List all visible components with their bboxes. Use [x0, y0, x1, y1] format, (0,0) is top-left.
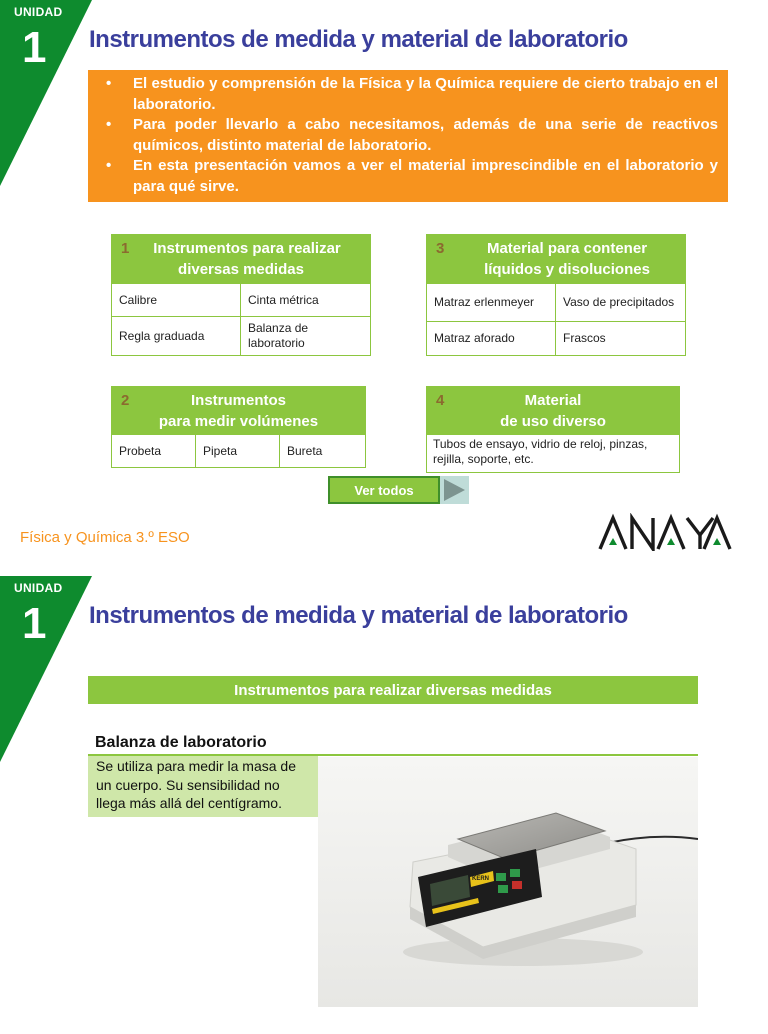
item-pipeta[interactable]: Pipeta [196, 435, 280, 467]
card-title-line: Instrumentos para realizar [153, 240, 341, 257]
intro-box [88, 70, 728, 202]
card-header[interactable] [427, 235, 685, 284]
card-liquid-containers[interactable] [426, 234, 686, 356]
item-frascos[interactable]: Frascos [563, 331, 606, 345]
item-bureta[interactable]: Bureta [287, 443, 323, 458]
card-number: 1 [121, 240, 130, 257]
card-title-line: Material [524, 392, 582, 409]
play-button[interactable] [440, 476, 469, 504]
item-cinta-metrica[interactable]: Cinta métrica [241, 284, 370, 317]
page-title: Instrumentos de medida y material de laboratorio [89, 602, 628, 629]
unit-number: 1 [22, 23, 47, 72]
card-header[interactable] [112, 235, 370, 284]
card-measurement-instruments[interactable] [111, 234, 371, 356]
intro-bullet: • En esta presentación vamos a ver el material imprescindible en el laboratorio y para qué sirve. [104, 156, 718, 197]
card-miscellaneous-material[interactable] [426, 386, 680, 473]
card-title-line: líquidos y disoluciones [484, 261, 650, 278]
card-volume-instruments[interactable] [111, 386, 366, 468]
item-uso-diverso[interactable]: Tubos de ensayo, vidrio de reloj, pinzas, rejilla, soporte, etc. [433, 437, 648, 466]
card-title-line: para medir volúmenes [158, 413, 319, 430]
card-title-line: Instrumentos [190, 392, 286, 409]
instrument-title: Balanza de laboratorio [95, 734, 267, 751]
ver-todos-button[interactable]: Ver todos [328, 476, 440, 504]
item-probeta[interactable]: Probeta [112, 435, 196, 467]
unit-number: 1 [22, 599, 47, 648]
item-vaso-precipitados[interactable]: Vaso de precipitados [556, 284, 685, 322]
card-header[interactable] [427, 387, 679, 435]
scale-brand: KERN [472, 876, 490, 882]
page-title: Instrumentos de medida y material de laboratorio [89, 26, 628, 53]
item-balanza[interactable]: Balanza de laboratorio [248, 321, 309, 350]
item-regla-graduada[interactable]: Regla graduada [112, 317, 241, 355]
section-band: Instrumentos para realizar diversas medidas [88, 676, 698, 704]
card-number: 2 [121, 392, 130, 409]
play-icon [440, 476, 469, 504]
unit-label: UNIDAD [14, 5, 63, 19]
card-title-line: de uso diverso [500, 413, 606, 430]
unit-label: UNIDAD [14, 581, 63, 595]
instrument-description: Se utiliza para medir la masa de un cuerpo. Su sensibilidad no llega más allá del centígramo. [88, 756, 318, 817]
item-calibre[interactable]: Calibre [112, 284, 241, 317]
intro-bullet: • El estudio y comprensión de la Física y la Química requiere de cierto trabajo en el laboratorio. [104, 74, 718, 115]
footer-course: Física y Química 3.º ESO [20, 529, 190, 546]
card-number: 4 [436, 392, 445, 409]
card-number: 3 [436, 240, 445, 257]
item-matraz-erlenmeyer[interactable]: Matraz erlenmeyer [427, 284, 556, 322]
card-title-line: Material para contener [486, 240, 648, 257]
intro-bullet: • Para poder llevarlo a cabo necesitamos, además de una serie de reactivos químicos, distinto material de laboratorio. [104, 115, 718, 156]
anaya-logo [598, 513, 732, 551]
card-title-line: diversas medidas [178, 261, 304, 278]
balance-photo [318, 757, 698, 1007]
item-matraz-aforado[interactable]: Matraz aforado [427, 322, 556, 355]
card-header[interactable] [112, 387, 365, 435]
slide-2 [0, 576, 768, 1034]
